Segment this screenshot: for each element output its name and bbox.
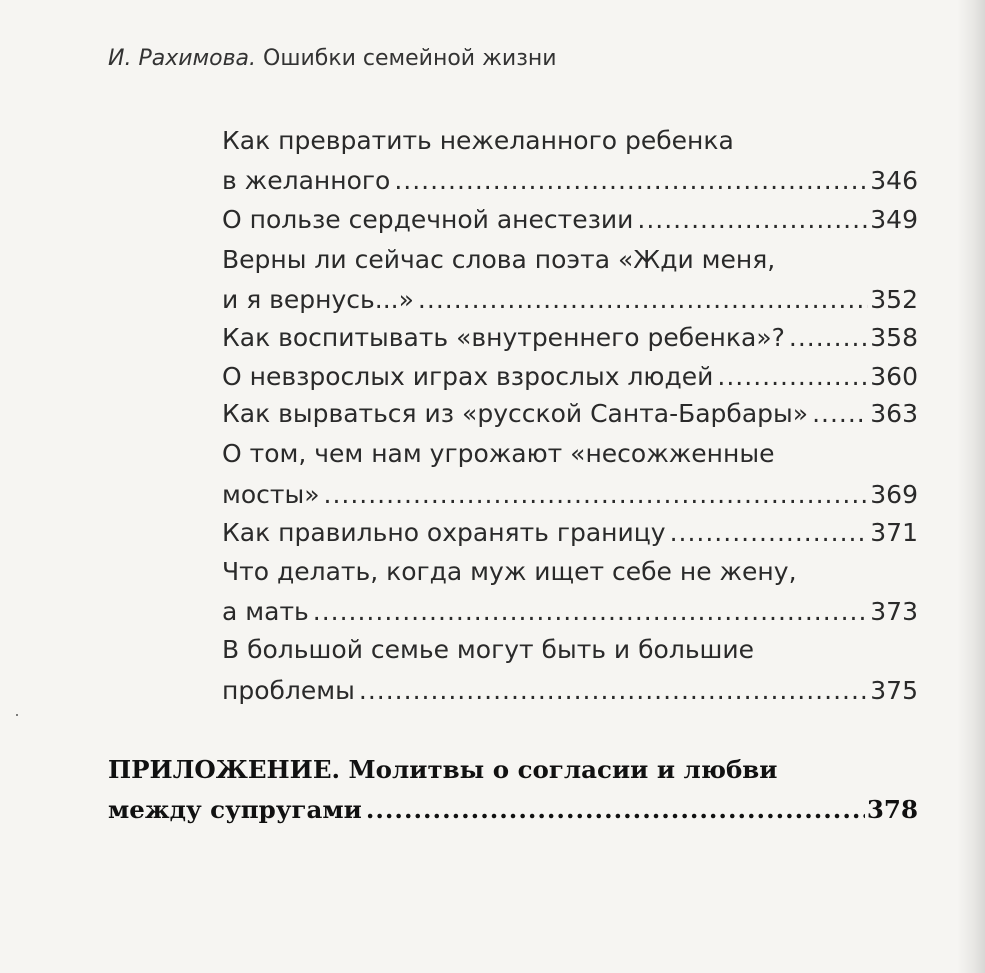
- toc-entry: и я вернусь...» ..... 352: [222, 282, 918, 318]
- toc-entry: в желанного ..... 346: [222, 163, 918, 199]
- page-number: 375: [870, 676, 918, 705]
- toc-entry: а мать ..... 373: [222, 594, 918, 630]
- dot-leader: [717, 359, 868, 395]
- toc-entry: Как правильно охранять границу ..... 371: [222, 515, 918, 551]
- dot-leader: [394, 163, 868, 199]
- dot-leader: [313, 594, 869, 630]
- dot-leader: [789, 320, 868, 356]
- page-number: 363: [870, 399, 918, 428]
- page-number: 346: [870, 166, 918, 195]
- page-number: 371: [870, 518, 918, 547]
- page-number: 352: [870, 285, 918, 314]
- toc-entry: О невзрослых играх взрослых людей ..... 360: [222, 359, 918, 395]
- dot-leader: [812, 396, 868, 432]
- appendix-entry: между супругами ..... 378: [108, 792, 918, 828]
- dot-leader: [637, 202, 868, 238]
- running-head-author: И. Рахимова.: [108, 46, 257, 71]
- toc-entry: проблемы ..... 375: [222, 673, 918, 709]
- page-number: 373: [870, 597, 918, 626]
- dot-leader: [366, 792, 865, 828]
- toc-line: Что делать, когда муж ищет себе не жену,: [222, 557, 797, 586]
- toc-line: Верны ли сейчас слова поэта «Жди меня,: [222, 245, 776, 274]
- dot-leader: [418, 282, 868, 318]
- page-number: 360: [870, 362, 918, 391]
- dot-leader: [670, 515, 869, 551]
- toc-line: О том, чем нам угрожают «несожженные: [222, 439, 775, 468]
- toc-line: В большой семье могут быть и большие: [222, 635, 755, 664]
- page-number: 358: [870, 323, 918, 352]
- page-number: 378: [866, 795, 918, 824]
- toc-line: Как превратить нежеланного ребенка: [222, 126, 734, 155]
- running-head-title: Ошибки семейной жизни: [263, 46, 557, 71]
- toc-entry: Как вырваться из «русской Санта-Барбары» ..... 363: [222, 396, 918, 432]
- page-number: 349: [870, 205, 918, 234]
- toc-entry: мосты» ..... 369: [222, 477, 918, 513]
- toc-entry: О пользе сердечной анестезии ..... 349: [222, 202, 918, 238]
- page-number: 369: [870, 480, 918, 509]
- dot-leader: [359, 673, 868, 709]
- appendix-heading: ПРИЛОЖЕНИЕ. Молитвы о согласии и любви: [108, 755, 778, 784]
- dot-leader: [324, 477, 869, 513]
- toc-entry: Как воспитывать «внутреннего ребенка»? ..... 358: [222, 320, 918, 356]
